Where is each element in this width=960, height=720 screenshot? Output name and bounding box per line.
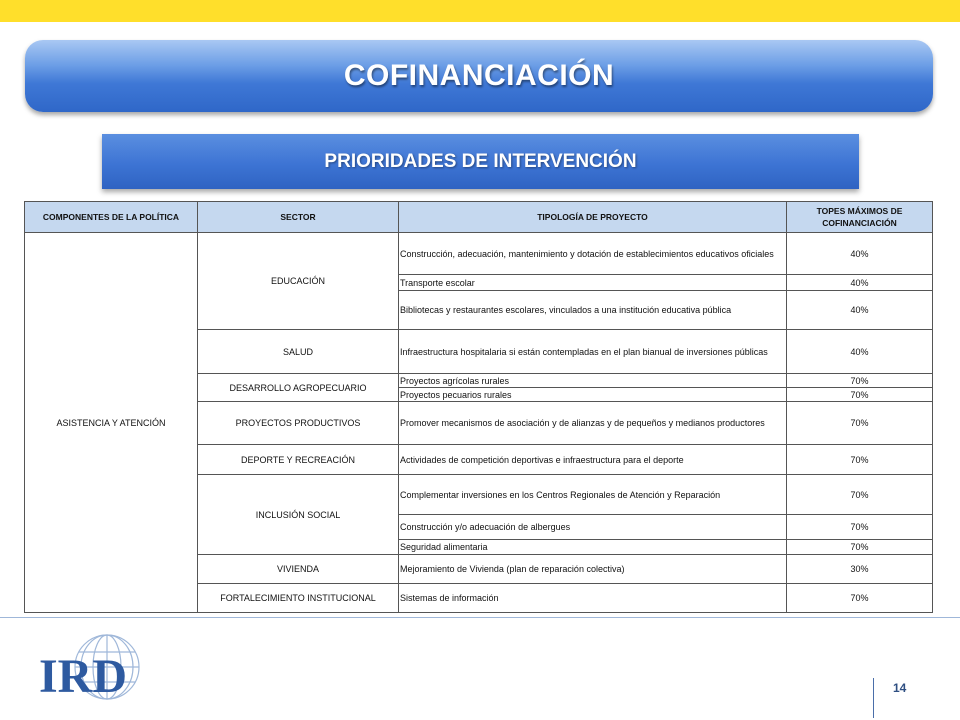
slide-title: COFINANCIACIÓN <box>343 59 615 92</box>
tope-cell: 70% <box>787 445 933 475</box>
header-topes: TOPES MÁXIMOS DE COFINANCIACIÓN <box>787 202 933 233</box>
tope-cell: 40% <box>787 275 933 291</box>
component-cell: ASISTENCIA Y ATENCIÓN <box>25 233 198 613</box>
tope-cell: 70% <box>787 402 933 445</box>
tope-cell: 70% <box>787 540 933 555</box>
priorities-table <box>24 201 933 613</box>
sector-cell: SALUD <box>198 330 399 374</box>
tipologia-cell: Sistemas de información <box>399 584 787 613</box>
header-componentes: COMPONENTES DE LA POLÍTICA <box>25 202 198 233</box>
tipologia-cell: Promover mecanismos de asociación y de alianzas y de pequeños y medianos productores <box>399 402 787 445</box>
header-tipologia: TIPOLOGÍA DE PROYECTO <box>399 202 787 233</box>
tope-cell: 70% <box>787 388 933 402</box>
tope-cell: 40% <box>787 233 933 275</box>
tipologia-cell: Proyectos agrícolas rurales <box>399 374 787 388</box>
ird-logo-text: IRD <box>39 650 128 702</box>
tipologia-cell: Mejoramiento de Vivienda (plan de reparación colectiva) <box>399 555 787 584</box>
sector-cell: EDUCACIÓN <box>198 233 399 330</box>
tope-cell: 70% <box>787 475 933 515</box>
sector-cell: FORTALECIMIENTO INSTITUCIONAL <box>198 584 399 613</box>
ird-logo <box>35 632 145 702</box>
tipologia-cell: Construcción, adecuación, mantenimiento y dotación de establecimientos educativos oficiales <box>399 233 787 275</box>
sector-cell: PROYECTOS PRODUCTIVOS <box>198 402 399 445</box>
page-number-divider <box>873 678 874 718</box>
sector-cell: INCLUSIÓN SOCIAL <box>198 475 399 555</box>
tope-cell: 40% <box>787 330 933 374</box>
tipologia-cell: Proyectos pecuarios rurales <box>399 388 787 402</box>
tipologia-cell: Construcción y/o adecuación de albergues <box>399 515 787 540</box>
sector-cell: VIVIENDA <box>198 555 399 584</box>
tope-cell: 70% <box>787 584 933 613</box>
tope-cell: 30% <box>787 555 933 584</box>
tipologia-cell: Seguridad alimentaria <box>399 540 787 555</box>
slide-subtitle: PRIORIDADES DE INTERVENCIÓN <box>324 150 637 172</box>
sector-cell: DEPORTE Y RECREACIÓN <box>198 445 399 475</box>
tope-cell: 70% <box>787 374 933 388</box>
page-number: 14 <box>893 681 907 695</box>
tope-cell: 70% <box>787 515 933 540</box>
top-accent-bar <box>0 0 960 22</box>
tipologia-cell: Bibliotecas y restaurantes escolares, vinculados a una institución educativa pública <box>399 291 787 330</box>
tipologia-cell: Actividades de competición deportivas e infraestructura para el deporte <box>399 445 787 475</box>
header-sector: SECTOR <box>198 202 399 233</box>
subtitle-banner <box>102 134 859 189</box>
tipologia-cell: Transporte escolar <box>399 275 787 291</box>
table-row <box>25 233 933 275</box>
table-header-row <box>25 202 933 233</box>
title-banner <box>25 40 933 112</box>
sector-cell: DESARROLLO AGROPECUARIO <box>198 374 399 402</box>
footer-divider <box>0 617 960 618</box>
tope-cell: 40% <box>787 291 933 330</box>
tipologia-cell: Complementar inversiones en los Centros Regionales de Atención y Reparación <box>399 475 787 515</box>
tipologia-cell: Infraestructura hospitalaria si están contempladas en el plan bianual de inversiones públicas <box>399 330 787 374</box>
